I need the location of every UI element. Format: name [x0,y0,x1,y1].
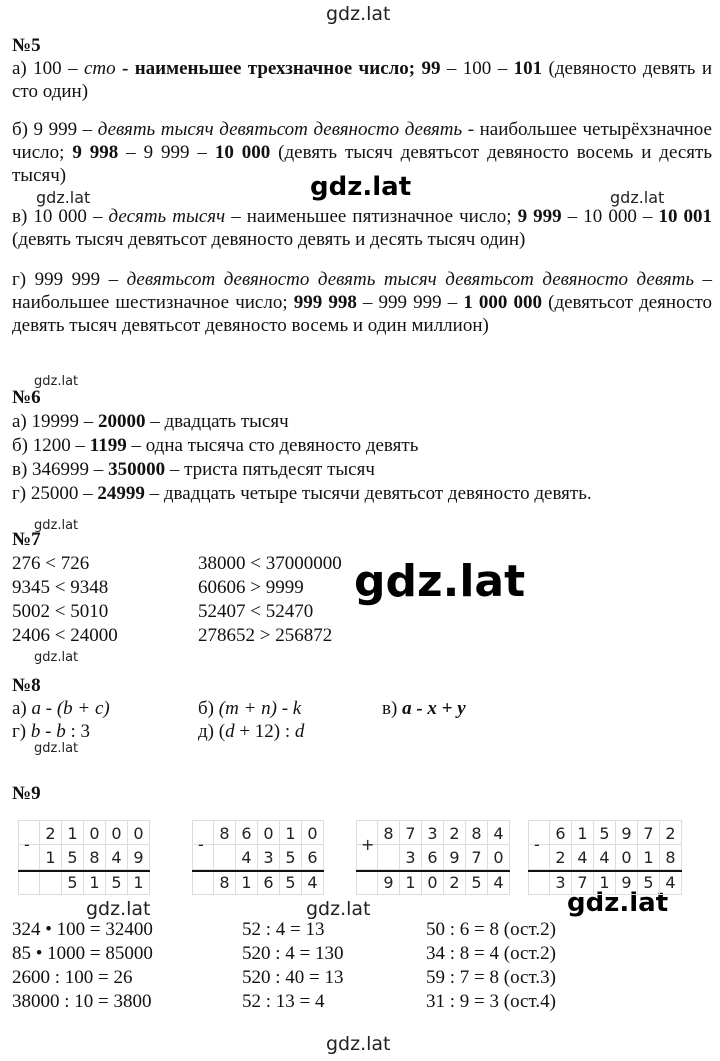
calculation: 31 : 9 = 3 (ост.4) [426,991,556,1012]
s5-item-v: в) 10 000 – десять тысяч – наименьшее пятизначное число; 9 999 – 10 000 – 10 001 (девять тысяч девятьсот девяносто девять и десять тысяч один) [12,206,713,250]
comparison: 52407 < 52470 [198,601,314,622]
s8-expr-v: в) a - x + y [382,698,466,719]
watermark-top: gdz.lat [326,3,391,25]
calculation: 324 • 100 = 32400 [12,919,153,940]
watermark: gdz.lat [36,188,91,207]
s5-item-b: б) 9 999 – девять тысяч девятьсот девяносто девять - наибольшее четырёхзначное число; 9 998 – 9 999 – 10 000 (девять тысяч девятьсот девяносто восемь и десять тысяч) [12,119,713,186]
calculation: 52 : 13 = 4 [242,991,325,1012]
watermark-large: gdz.lat [567,888,669,918]
watermark: gdz.lat [34,518,79,533]
s7-left-column [12,552,118,648]
column-subtraction-3: 6 1 5 9 7 2 2 4 4 0 1 8 3 7 1 9 5 4 - [528,820,682,895]
watermark: gdz.lat [306,898,371,920]
s8-expr-a: а) a - (b + c) [12,698,110,719]
watermark-large: gdz.lat [354,556,526,607]
s6-line-b: б) 1200 – 1199 – одна тысяча сто девяносто девять [12,435,419,456]
calculation: 520 : 40 = 13 [242,967,344,988]
comparison: 9345 < 9348 [12,577,109,598]
s9-calc-column-3 [426,918,556,1014]
s9-calc-column-1 [12,918,153,1014]
column-subtraction-1: 2 1 0 0 0 1 5 8 4 9 5 1 5 1 - [18,820,150,895]
comparison: 60606 > 9999 [198,577,304,598]
section-7-heading: №7 [12,529,41,550]
calculation: 38000 : 10 = 3800 [12,991,152,1012]
watermark: gdz.lat [34,374,79,389]
comparison: 5002 < 5010 [12,601,109,622]
s6-line-a: а) 19999 – 20000 – двадцать тысяч [12,411,289,432]
comparison: 276 < 726 [12,553,90,574]
calculation: 50 : 6 = 8 (ост.2) [426,919,556,940]
calculation: 52 : 4 = 13 [242,919,325,940]
s6-line-g: г) 25000 – 24999 – двадцать четыре тысячи девятьсот девяносто девять. [12,483,592,504]
comparison: 278652 > 256872 [198,625,333,646]
plus-sign: + [361,835,375,854]
s8-expr-g: г) b - b : 3 [12,721,90,742]
watermark: gdz.lat [610,188,665,207]
minus-sign: - [24,835,30,854]
section-9-heading: №9 [12,783,41,804]
calculation: 85 • 1000 = 85000 [12,943,153,964]
calculation: 520 : 4 = 130 [242,943,344,964]
calculation: 34 : 8 = 4 (ост.2) [426,943,556,964]
calculation: 2600 : 100 = 26 [12,967,133,988]
watermark-large: gdz.lat [310,172,412,202]
comparison: 38000 < 37000000 [198,553,342,574]
watermark: gdz.lat [34,650,79,665]
s5-item-g: г) 999 999 – девятьсот девяносто девять тысяч девятьсот девяносто девять – наибольшее шестизначное число; 999 998 – 999 999 – 1 000 000 (девятьсот деяносто девять тысяч девятьсот девяносто восемь и один миллион) [12,269,713,336]
s8-expr-b: б) (m + n) - k [198,698,302,719]
section-8-heading: №8 [12,675,41,696]
watermark: gdz.lat [34,741,79,756]
comparison: 2406 < 24000 [12,625,118,646]
calculation: 59 : 7 = 8 (ост.3) [426,967,556,988]
s8-expr-d: д) (d + 12) : d [198,721,305,742]
column-addition: 8 7 3 2 8 4 3 6 9 7 0 9 1 0 2 5 4 + [356,820,510,895]
watermark-bottom: gdz.lat [326,1033,391,1055]
watermark: gdz.lat [86,898,151,920]
s6-line-v: в) 346999 – 350000 – триста пятьдесят тысяч [12,459,375,480]
section-5-heading: №5 [12,35,41,56]
s7-right-column [198,552,342,648]
s5-item-a: а) 100 – сто - наименьшее трехзначное число; 99 – 100 – 101 (девяносто девять и сто один) [12,58,713,102]
s9-calc-column-2 [242,918,344,1014]
minus-sign: - [198,835,204,854]
section-6-heading: №6 [12,387,41,408]
column-subtraction-2: 8 6 0 1 0 4 3 5 6 8 1 6 5 4 - [192,820,324,895]
minus-sign: - [534,835,540,854]
